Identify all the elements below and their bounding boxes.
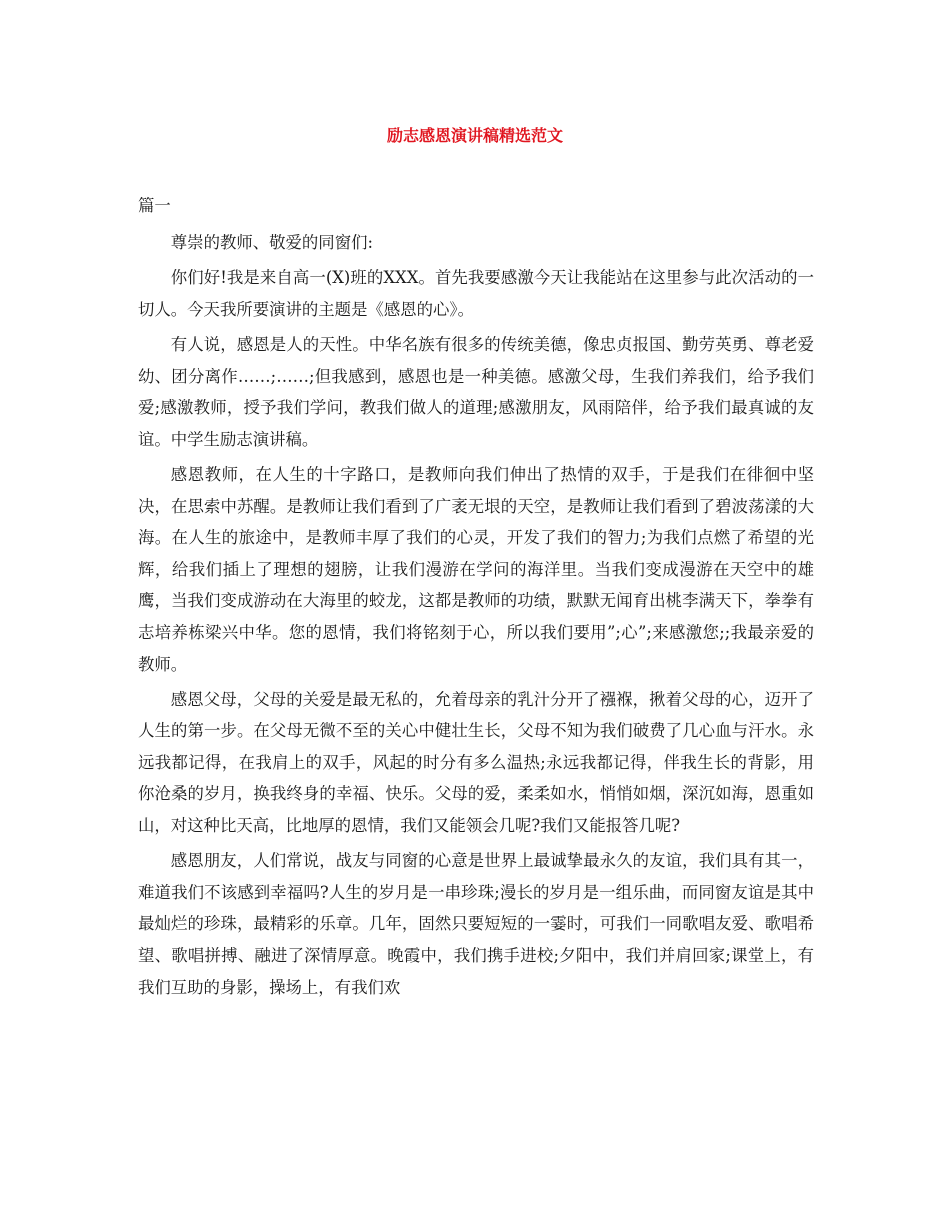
- paragraph-thank-parents: 感恩父母，父母的关爱是最无私的，允着母亲的乳汁分开了襁褓，揪着父母的心，迈开了人生的第一步。在父母无微不至的关心中健壮生长，父母不知为我们破费了几心血与汗水。永远我都记得，在我肩上的双手，风起的时分有多么温热;永远我都记得，伴我生长的背影，用你沧桑的岁月，换我终身的幸福、快乐。父母的爱，柔柔如水，悄悄如烟，深沉如海，恩重如山，对这种比天高，比地厚的恩情，我们又能领会几呢?我们又能报答几呢?: [138, 689, 814, 836]
- paragraph-gratitude-nature: 有人说，感恩是人的天性。中华名族有很多的传统美德，像忠贞报国、勤劳英勇、尊老爱幼、团分离作……;……;但我感到，感恩也是一种美德。感激父母，生我们养我们，给予我们爱;感激教师，授予我们学问，教我们做人的道理;感激朋友，风雨陪伴，给予我们最真诚的友谊。中学生励志演讲稿。: [138, 334, 814, 449]
- paragraph-intro: 你们好!我是来自高一(X)班的XXX。首先我要感激今天让我能站在这里参与此次活动的一切人。今天我所要演讲的主题是《感恩的心》。: [138, 268, 814, 319]
- document-title: 励志感恩演讲稿精选范文: [386, 126, 563, 145]
- section-label: 篇一: [138, 196, 171, 215]
- document-body: [138, 227, 814, 1007]
- paragraph-thank-friends: 感恩朋友，人们常说，战友与同窗的心意是世界上最诚挚最永久的友谊，我们具有其一，难道我们不该感到幸福吗?人生的岁月是一串珍珠;漫长的岁月是一组乐曲，而同窗友谊是其中最灿烂的珍珠，最精彩的乐章。几年，固然只要短短的一霎时，可我们一同歌唱友爱、歌唱希望、歌唱拼搏、融进了深情厚意。晚霞中，我们携手进校;夕阳中，我们并肩回家;课堂上，有我们互助的身影，操场上，有我们欢: [138, 851, 814, 997]
- paragraph-greeting: 尊崇的教师、敬爱的同窗们:: [170, 233, 374, 252]
- paragraph-thank-teachers: 感恩教师，在人生的十字路口，是教师向我们伸出了热情的双手，于是我们在徘徊中坚决，在思索中苏醒。是教师让我们看到了广袤无垠的天空，是教师让我们看到了碧波荡漾的大海。在人生的旅途中，是教师丰厚了我们的心灵，开发了我们的智力;为我们点燃了希望的光辉，给我们插上了理想的翅膀，让我们漫游在学问的海洋里。当我们变成漫游在天空中的雄鹰，当我们变成游动在大海里的蛟龙，这都是教师的功绩，默默无闻育出桃李满天下，拳拳有志培养栋梁兴中华。您的恩情，我们将铭刻于心，所以我们要用”;心”;来感激您;;我最亲爱的教师。: [138, 464, 814, 674]
